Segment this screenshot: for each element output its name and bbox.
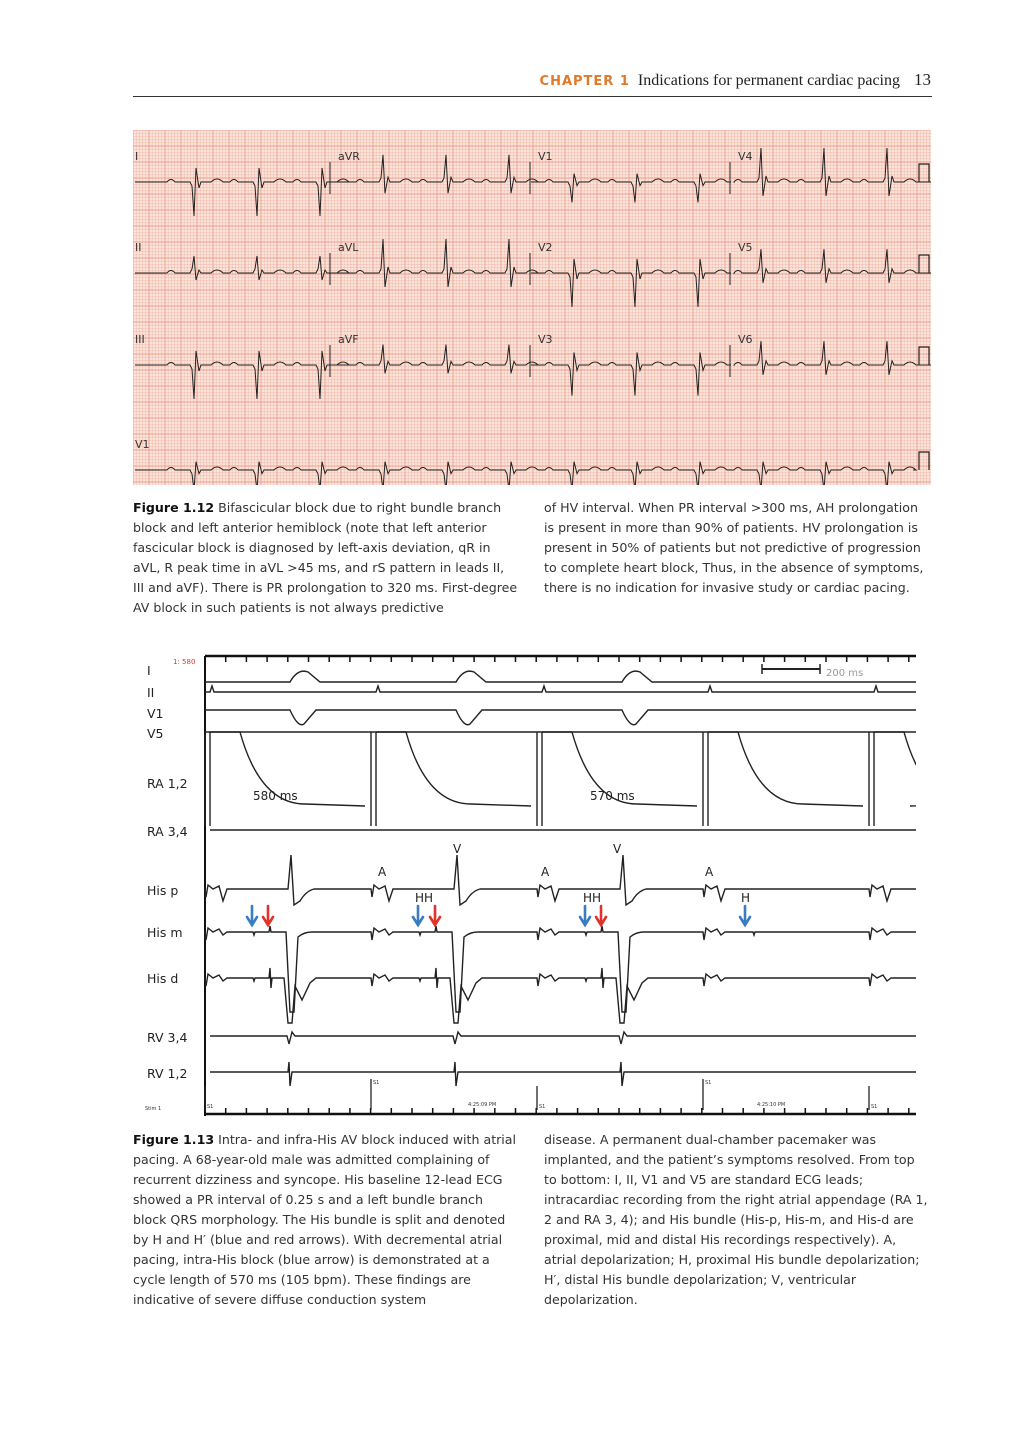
lead-label: V4: [738, 150, 753, 163]
stim-marker-label: S1: [705, 1080, 712, 1086]
caption-label: Figure 1.13: [133, 1132, 215, 1147]
header-rule: [133, 96, 932, 97]
figure-1-13-caption-col1: [133, 1130, 518, 1310]
channel-label: V1: [147, 706, 164, 721]
channel-label: RA 1,2: [147, 776, 188, 791]
hh-label: HH: [415, 891, 434, 905]
stim-marker-label: S1: [373, 1080, 380, 1086]
lead-label: V1: [538, 150, 553, 163]
channel-label: I: [147, 663, 151, 678]
figure-1-13-ep-recording: [133, 654, 916, 1118]
channel-label: His p: [147, 883, 179, 898]
interval-label: 570 ms: [590, 789, 635, 803]
scale-bar-label: 200 ms: [826, 668, 864, 679]
lead-label: V6: [738, 333, 753, 346]
interval-label: 580 ms: [253, 789, 298, 803]
v-label: V: [613, 842, 622, 856]
lead-label: aVR: [338, 150, 360, 163]
a-label: A: [541, 865, 550, 879]
lead-label: V2: [538, 241, 553, 254]
lead-label: aVL: [338, 241, 359, 254]
caption-text: Bifascicular block due to right bundle branch block and left anterior hemiblock (note that left anterior fascicular block is diagnosed by left-axis deviation, qR in aVL, R peak time in aVL >45 ms, and rS pattern in leads II, III and aVF). There is PR prolongation to 320 ms. First-degree AV block in such patients is not always predictive: [133, 500, 518, 615]
rhythm-lead-label: V1: [135, 438, 150, 451]
figure-1-12-ecg: [133, 130, 931, 485]
stim-channel-label: Stim 1: [145, 1106, 162, 1112]
hh-label: HH: [583, 891, 602, 905]
channel-label: His d: [147, 971, 179, 986]
cycle-length-readout: 1: 580: [173, 658, 196, 666]
chapter-label: CHAPTER 1: [539, 74, 630, 89]
figure-1-12-caption-col1: [133, 498, 518, 618]
channel-label: II: [147, 685, 155, 700]
a-label: A: [378, 865, 387, 879]
stim-marker-label: S1: [871, 1104, 878, 1110]
v-label: V: [453, 842, 462, 856]
page-number: 13: [914, 70, 931, 89]
stim-marker-label: S1: [207, 1104, 214, 1110]
caption-label: Figure 1.12: [133, 500, 215, 515]
h-label: H: [741, 891, 751, 905]
channel-label: V5: [147, 726, 164, 741]
recording-background: [133, 654, 916, 1118]
timestamp: 4:25:10 PM: [757, 1102, 786, 1108]
lead-label: V5: [738, 241, 753, 254]
timestamp: 4:25:09 PM: [468, 1102, 497, 1108]
caption-text: Intra- and infra-His AV block induced with atrial pacing. A 68-year-old male was admitted complaining of recurrent dizziness and syncope. His baseline 12-lead ECG showed a PR interval of 0.25 s and a left bundle branch block QRS morphology. The His bundle is split and denoted by H and H′ (blue and red arrows). With decremental atrial pacing, intra-His block (blue arrow) is demonstrated at a cycle length of 570 ms (105 bpm). These findings are indicative of severe diffuse conduction system: [133, 1132, 517, 1307]
figure-1-12-caption-col2: of HV interval. When PR interval >300 ms, AH prolongation is present in more than 90% of patients. HV prolongation is present in 50% of patients but not predictive of progression to complete heart block, Thus, in the absence of symptoms, there is no indication for invasive study or cardiac pacing.: [544, 500, 924, 595]
lead-label: aVF: [338, 333, 359, 346]
lead-label: V3: [538, 333, 553, 346]
lead-label: I: [135, 150, 139, 163]
channel-label: RA 3,4: [147, 824, 188, 839]
a-label: A: [705, 865, 714, 879]
channel-label: RV 3,4: [147, 1030, 188, 1045]
running-header: [540, 70, 931, 90]
lead-label: III: [135, 333, 145, 346]
lead-label: II: [135, 241, 142, 254]
stim-marker-label: S1: [539, 1104, 546, 1110]
chapter-title: Indications for permanent cardiac pacing: [637, 72, 900, 89]
channel-label: RV 1,2: [147, 1066, 188, 1081]
figure-1-13-caption-col2: disease. A permanent dual-chamber pacemaker was implanted, and the patient’s symptoms resolved. From top to bottom: I, II, V1 and V5 are standard ECG leads; intracardiac recording from the right atrial appendage (RA 1, 2 and RA 3, 4); and His bundle (His-p, His-m, and His-d are proximal, mid and distal His recordings respectively). A, atrial depolarization; H, proximal His bundle depolarization; H′, distal His bundle depolarization; V, ventricular depolarization.: [544, 1132, 928, 1307]
channel-label: His m: [147, 925, 183, 940]
